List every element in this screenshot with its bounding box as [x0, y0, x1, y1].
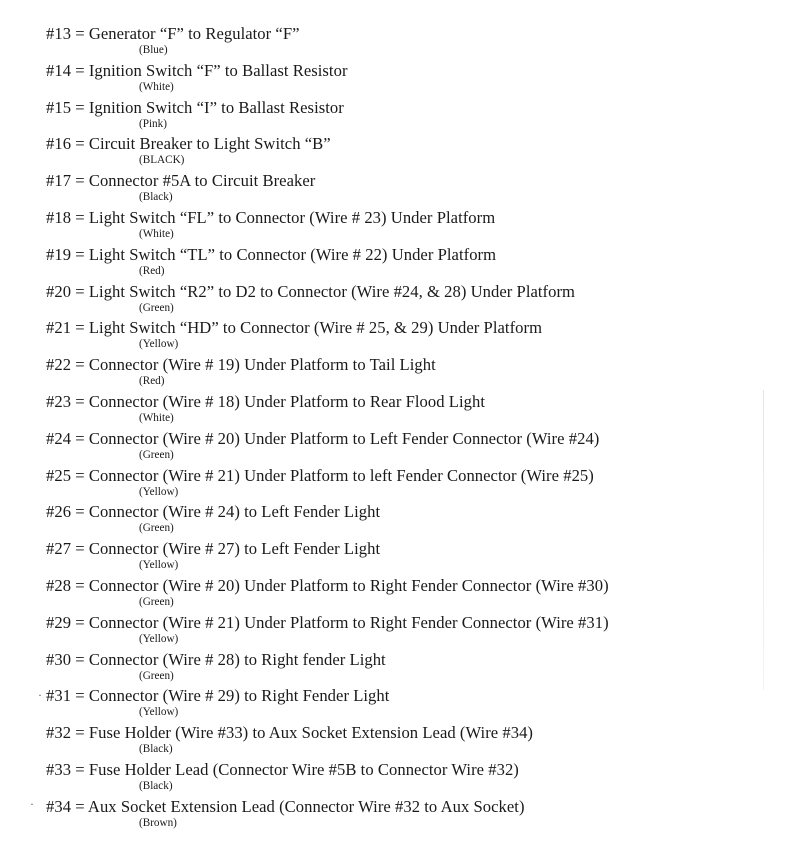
wire-description: #20 = Light Switch “R2” to D2 to Connector (Wire #24, & 28) Under Platform [46, 281, 576, 301]
wire-description: #19 = Light Switch “TL” to Connector (Wire # 22) Under Platform [46, 244, 497, 264]
wire-color: (Yellow) [139, 632, 179, 645]
wire-entry [46, 392, 609, 429]
wire-color: (Brown) [139, 816, 177, 829]
wire-description: #23 = Connector (Wire # 18) Under Platform to Rear Flood Light [46, 391, 485, 411]
wire-entry [46, 466, 609, 503]
wire-description: #21 = Light Switch “HD” to Connector (Wire # 25, & 29) Under Platform [46, 318, 543, 338]
wire-entry [46, 24, 609, 61]
wire-description: #29 = Connector (Wire # 21) Under Platform to Right Fender Connector (Wire #31) [46, 612, 609, 632]
wire-color: (Red) [139, 264, 165, 277]
wire-description: #26 = Connector (Wire # 24) to Left Fender Light [46, 502, 381, 522]
wire-entry [46, 245, 609, 282]
wire-entry [46, 171, 609, 208]
wire-entry [46, 355, 609, 392]
wire-description: #30 = Connector (Wire # 28) to Right fender Light [46, 649, 386, 669]
wire-color: (Green) [139, 522, 174, 535]
wire-entry [46, 208, 609, 245]
wire-color: (BLACK) [139, 154, 185, 167]
wire-entry [46, 760, 609, 797]
wire-color: (Yellow) [139, 485, 179, 498]
wire-description: #22 = Connector (Wire # 19) Under Platform to Tail Light [46, 355, 436, 375]
wire-entry [46, 134, 609, 171]
wire-entry [46, 98, 609, 135]
wire-color: (White) [139, 227, 174, 240]
wire-color: (Green) [139, 448, 174, 461]
wire-description: #24 = Connector (Wire # 20) Under Platform to Left Fender Connector (Wire #24) [46, 428, 600, 448]
scan-edge-line [763, 390, 764, 690]
wire-color: (Green) [139, 595, 174, 608]
wire-color: (Green) [139, 669, 174, 682]
wire-entry [46, 650, 609, 687]
wire-color: (Blue) [139, 44, 168, 56]
wire-description: #16 = Circuit Breaker to Light Switch “B” [46, 134, 331, 154]
wire-entry [46, 502, 609, 539]
wire-color: (Red) [139, 375, 165, 388]
wire-description: #14 = Ignition Switch “F” to Ballast Resistor [46, 60, 348, 80]
wire-description: #34 = Aux Socket Extension Lead (Connector Wire #32 to Aux Socket) [46, 796, 525, 816]
wire-description: #28 = Connector (Wire # 20) Under Platform to Right Fender Connector (Wire #30) [46, 575, 609, 595]
wire-description: #15 = Ignition Switch “I” to Ballast Resistor [46, 97, 344, 117]
wire-color: (Black) [139, 779, 173, 792]
wire-list [46, 24, 609, 834]
wire-entry [46, 576, 609, 613]
wire-description: #18 = Light Switch “FL” to Connector (Wire # 23) Under Platform [46, 207, 496, 227]
wire-color: (Pink) [139, 117, 167, 130]
wire-color: (Black) [139, 191, 173, 204]
wire-color: (White) [139, 411, 174, 424]
wire-entry [46, 539, 609, 576]
wire-entry [46, 723, 609, 760]
scan-dot-mark: · [38, 688, 42, 702]
wire-color: (Yellow) [139, 338, 179, 351]
wire-description: #32 = Fuse Holder (Wire #33) to Aux Socket Extension Lead (Wire #34) [46, 723, 533, 743]
wire-description: #27 = Connector (Wire # 27) to Left Fender Light [46, 539, 381, 559]
wire-color: (Green) [139, 301, 174, 314]
wire-entry [46, 282, 609, 319]
wire-entry [46, 613, 609, 650]
wire-color: (White) [139, 80, 174, 93]
wire-entry [46, 797, 609, 834]
wire-color: (Black) [139, 743, 173, 756]
wire-color: (Yellow) [139, 559, 179, 572]
wire-description: #31 = Connector (Wire # 29) to Right Fender Light [46, 686, 390, 706]
wire-entry [46, 686, 609, 723]
wire-entry [46, 318, 609, 355]
wire-entry [46, 61, 609, 98]
scan-dot-mark: · [30, 797, 34, 811]
wire-entry [46, 429, 609, 466]
wire-description: #25 = Connector (Wire # 21) Under Platform to left Fender Connector (Wire #25) [46, 465, 594, 485]
wire-description: #33 = Fuse Holder Lead (Connector Wire #5B to Connector Wire #32) [46, 759, 519, 779]
wire-color: (Yellow) [139, 706, 179, 719]
wire-description: #13 = Generator “F” to Regulator “F” [46, 24, 300, 43]
wire-description: #17 = Connector #5A to Circuit Breaker [46, 171, 316, 191]
